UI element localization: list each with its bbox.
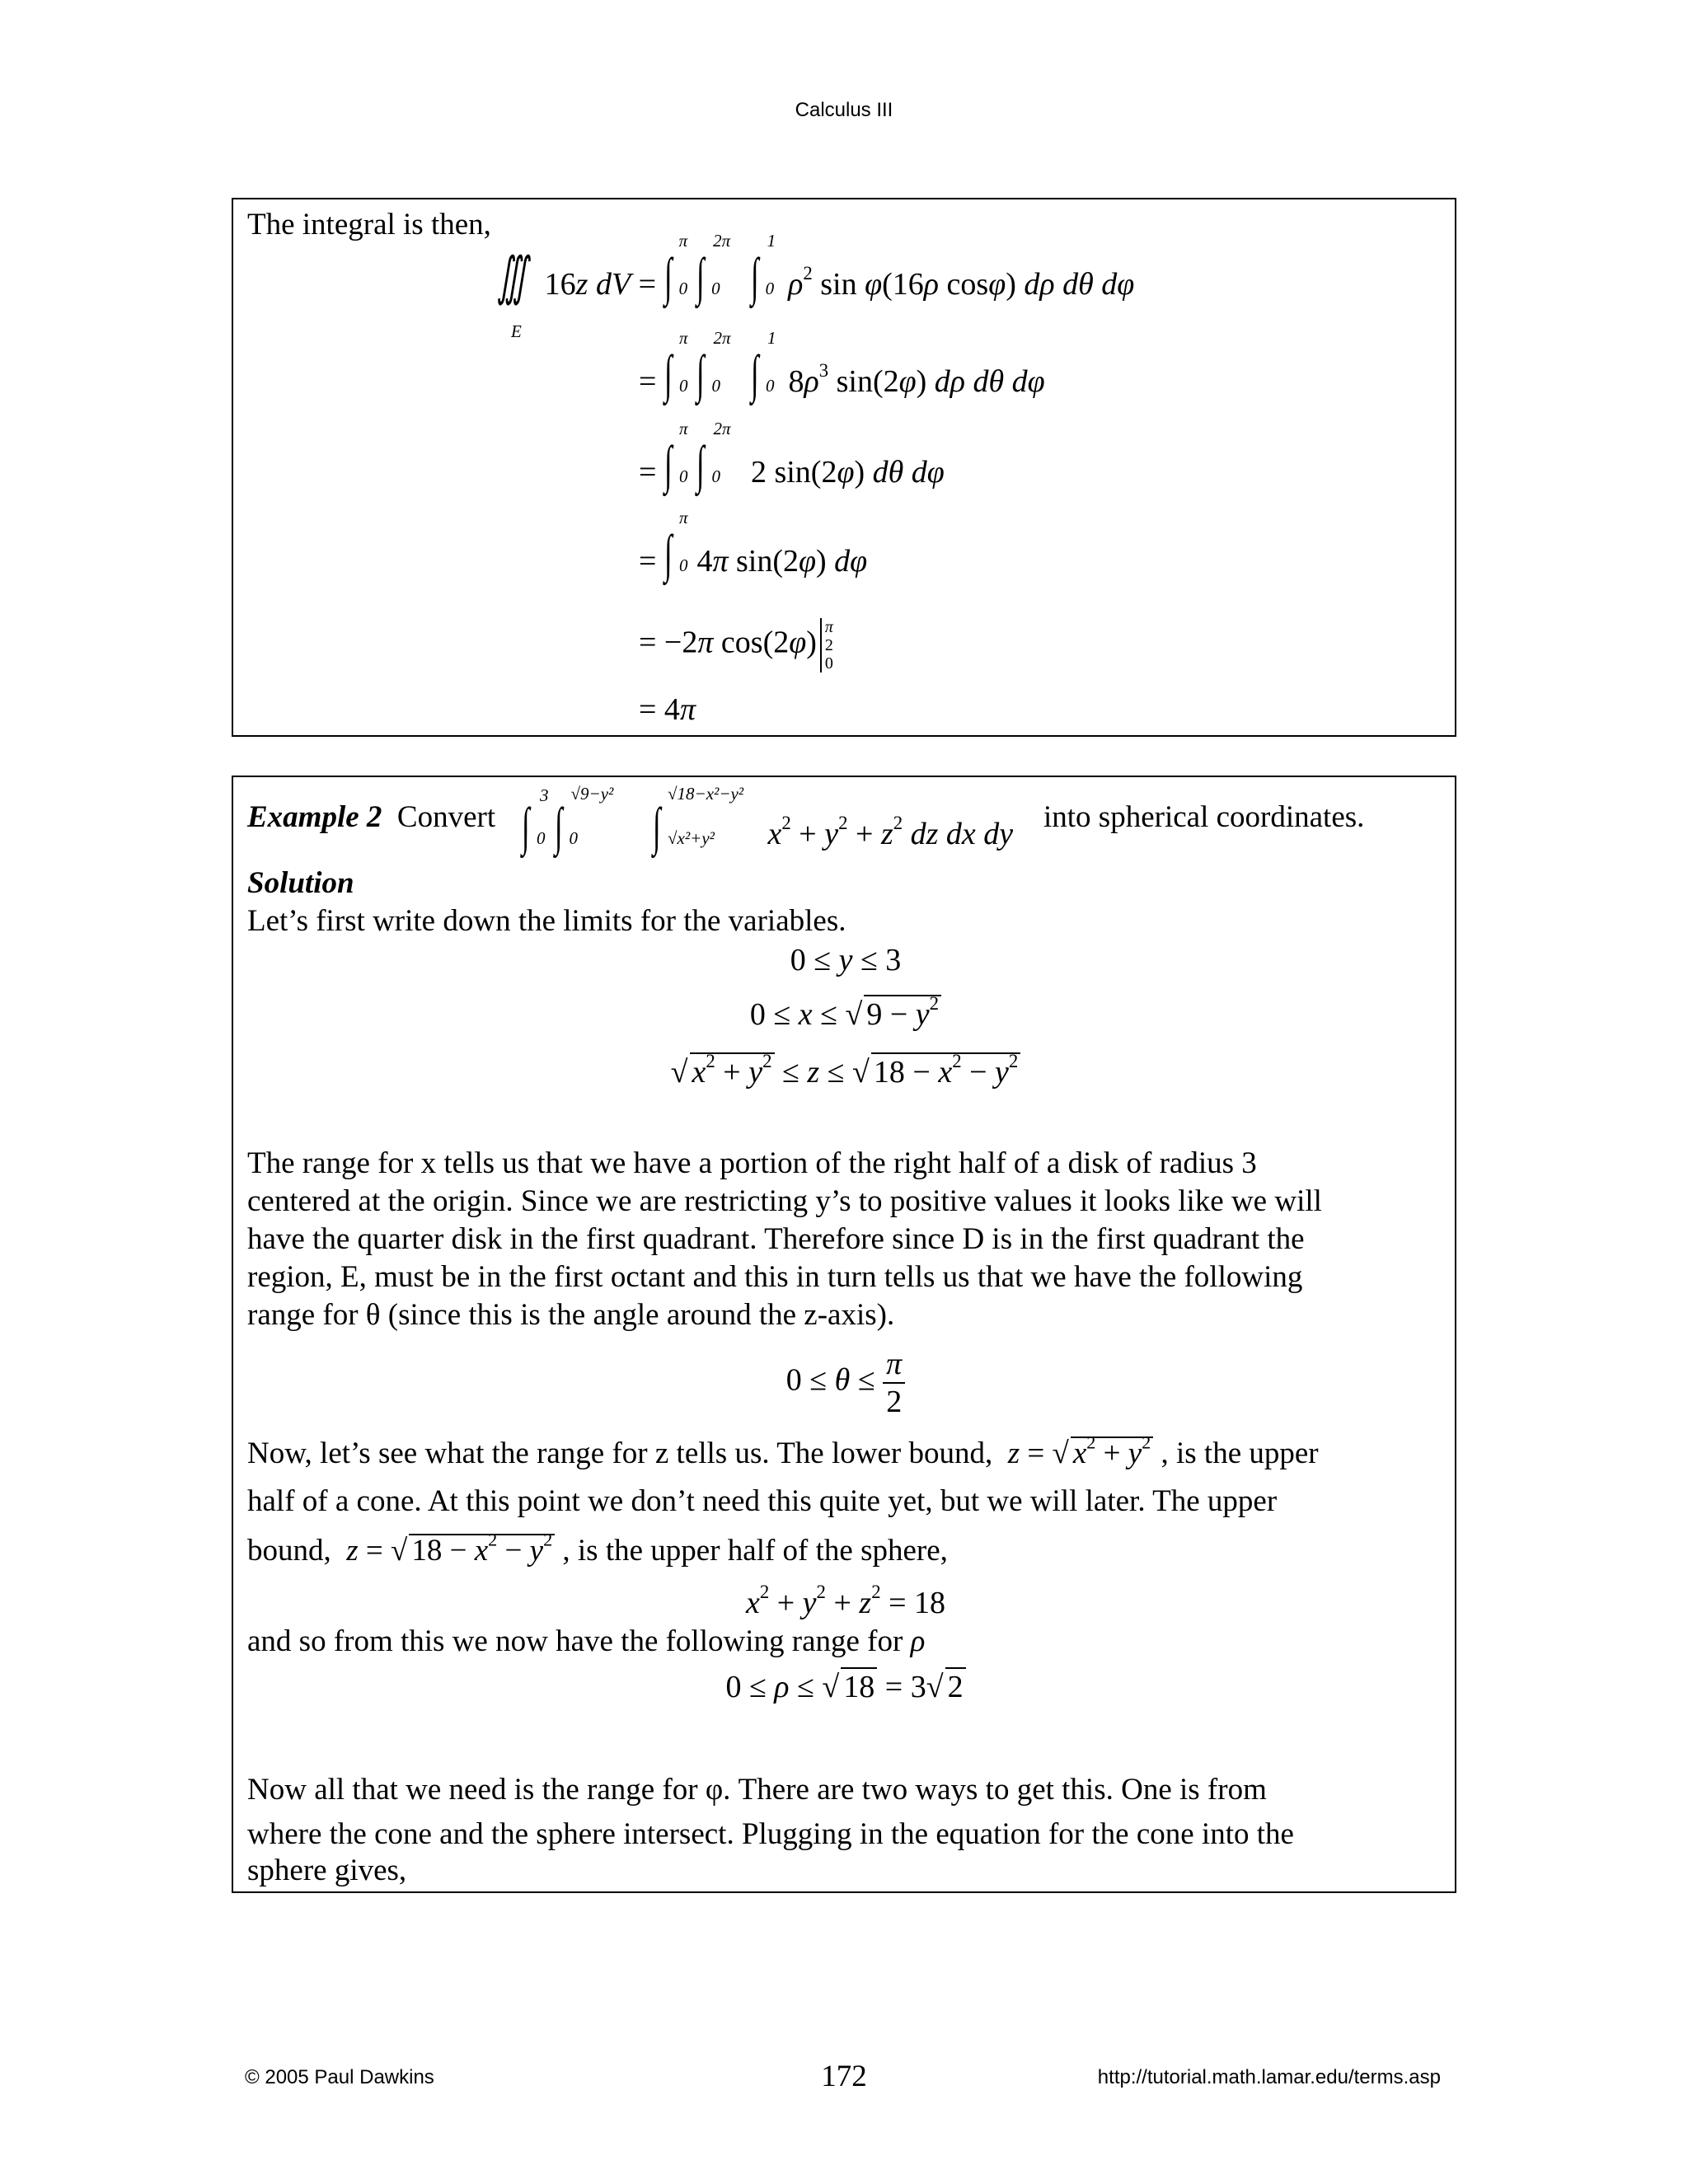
example-tail: into spherical coordinates. — [1043, 800, 1365, 834]
paragraph-3-line-1: Now, let’s see what the range for z tells us. The lower bound, z = √ $x^2 + y^2$ , is the upper — [247, 1432, 1319, 1470]
equation-line-6: = 4π — [639, 692, 696, 727]
paragraph-4: and so from this we now have the following range for ρ — [247, 1624, 926, 1658]
page-header: Calculus III — [795, 99, 893, 121]
example-statement — [247, 802, 495, 832]
equation-line-2: = ∫ π 0 ∫ 2π 0 ∫ 1 0 $8\rho^3$ sin(2φ) dρ dθ dφ — [639, 328, 1045, 403]
paragraph-2-line-2: centered at the origin. Since we are restricting y’s to positive values it looks like we will — [247, 1184, 1322, 1218]
example-label: Example 2 — [247, 800, 382, 834]
paragraph-5-line-1: Now all that we need is the range for φ. There are two ways to get this. One is from — [247, 1773, 1267, 1807]
theta-range: 0 ≤ θ ≤ $\frac{\pi}{2}$ — [233, 1346, 1458, 1420]
integral-result-box — [232, 198, 1456, 737]
paragraph-1: Let’s first write down the limits for the variables. — [247, 904, 846, 938]
paragraph-2-line-5: range for θ (since this is the angle around the z-axis). — [247, 1298, 895, 1332]
example-2-box — [232, 776, 1456, 1893]
example-integral: ∫ 3 0 ∫ √9−y² 0 ∫ √18−x²−y² √x²+y² $x^2 + y^2 + z^2$ dz dx dy — [522, 784, 1014, 855]
limit-y: 0 ≤ y ≤ 3 — [790, 943, 902, 977]
region-label: E — [511, 321, 522, 341]
copyright: © 2005 Paul Dawkins — [245, 2066, 434, 2088]
convert-word: Convert — [396, 800, 496, 834]
limit-x: 0 ≤ x ≤ √ $9 - y^2$ — [233, 995, 1458, 1033]
equation-line-3: = ∫ π 0 ∫ 2π 0 2 sin(2φ) dθ dφ — [639, 419, 945, 494]
paragraph-3-line-3: bound, z = √ $18 - x^2 - y^2$ , is the upper half of the sphere, — [247, 1529, 948, 1568]
rho-range: 0 ≤ ρ ≤ √ 18 = 3√ 2 — [233, 1667, 1458, 1705]
paragraph-5-line-2: where the cone and the sphere intersect. Plugging in the equation for the cone into the — [247, 1817, 1294, 1851]
paragraph-5-line-3: sphere gives, — [247, 1854, 407, 1887]
limit-z: √ $x^2 + y^2 \le z$ ≤ √ $18 - x^2 - y^2$ — [233, 1052, 1458, 1090]
paragraph-2-line-4: region, E, must be in the first octant and this in turn tells us that we have the following — [247, 1260, 1303, 1294]
intro-text: The integral is then, — [247, 208, 491, 241]
terms-url: http://tutorial.math.lamar.edu/terms.asp — [1097, 2066, 1441, 2088]
equation-line-4: = ∫ π 0 4π sin(2φ) dφ — [639, 508, 868, 583]
equation-line-1: ∭ 16z dV = ∫ π 0 ∫ 2π 0 ∫ 1 0 $\rho^2$ sin φ(16ρ cosφ) dρ dθ dφ — [497, 231, 1135, 306]
page-number: 172 — [821, 2060, 867, 2093]
paragraph-2-line-3: have the quarter disk in the first quadrant. Therefore since D is in the first quadrant the — [247, 1222, 1305, 1256]
paragraph-2-line-1: The range for x tells us that we have a portion of the right half of a disk of radius 3 — [247, 1146, 1257, 1180]
equation-line-5: = −2π cos(2φ) π 2 0 — [639, 618, 833, 673]
paragraph-3-line-2: half of a cone. At this point we don’t need this quite yet, but we will later. The upper — [247, 1484, 1278, 1518]
solution-label: Solution — [247, 866, 354, 900]
sphere-equation: $x^2 + y^2 + z^2 = 18$ — [745, 1581, 946, 1620]
